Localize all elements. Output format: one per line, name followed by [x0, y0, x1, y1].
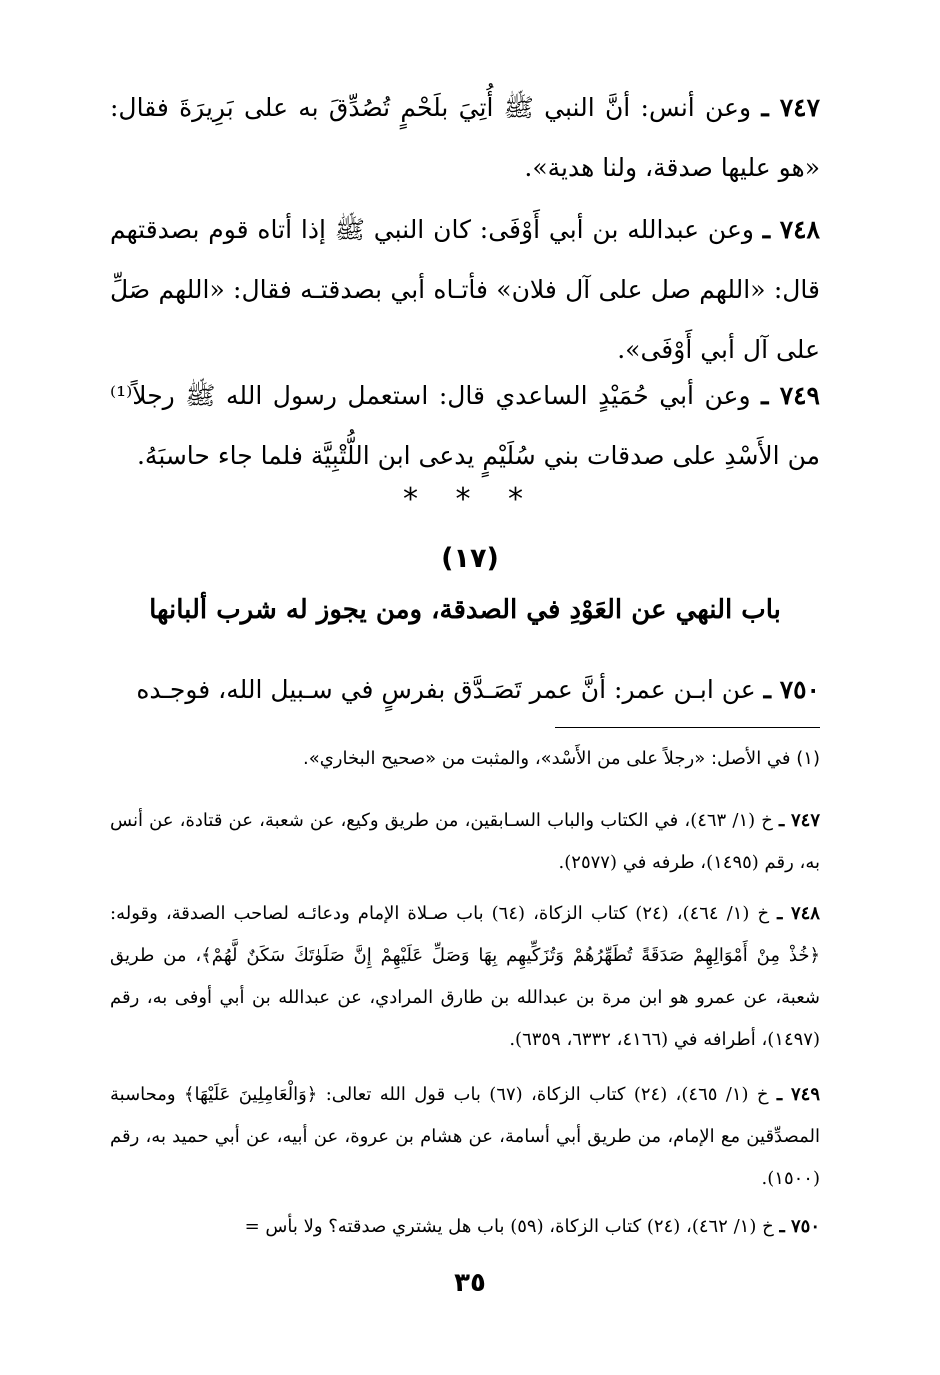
chapter-title: باب النهي عن العَوْدِ في الصدقة، ومن يجوز له شرب ألبانها: [149, 595, 781, 625]
section-separator: * * *: [402, 482, 538, 517]
reference-text: خ (١/ ٤٦٢)، (٢٤) كتاب الزكاة، (٥٩) باب هل يشتري صدقته؟ ولا بأس =: [244, 1216, 774, 1237]
hadith-number: ٧٤٩ ـ: [761, 381, 820, 410]
hadith-text: وعن أنس: أنَّ النبي ﷺ أُتِيَ بلَحْمٍ تُصُدِّقَ به على بَرِيرَةَ فقال: «هو عليها صدقة، ولنا هدية».: [110, 93, 820, 182]
reference-750: [110, 1206, 820, 1248]
hadith-748: [110, 200, 820, 380]
footnote: [110, 744, 820, 774]
reference-747: [110, 800, 820, 884]
hadith-text: وعن عبدالله بن أبي أَوْفَى: كان النبي ﷺ إذا أتاه قوم بصدقتهم قال: «اللهم صل على آل فلان» فأتـاه أبي بصدقتـه فقال: «اللهم صَلِّ على آل أبي أَوْفَى».: [110, 215, 820, 364]
reference-number: ٧٤٨ ـ: [777, 903, 820, 924]
page-number: ٣٥: [454, 1268, 486, 1298]
footnote-text: في الأصل: «رجلاً على من الأَسْد»، والمثبت من «صحيح البخاري».: [302, 748, 791, 769]
reference-text: خ (١/ ٤٦٣)، في الكتاب والباب السـابقين، من طريق وكيع، عن شعبة، عن قتادة، عن أنس به، رقم (١٤٩٥)، طرفه في (٢٥٧٧).: [110, 810, 820, 873]
hadith-number: ٧٥٠ ـ: [763, 675, 820, 704]
hadith-750: [110, 660, 820, 720]
hadith-747: [110, 78, 820, 198]
reference-text: خ (١/ ٤٦٤)، (٢٤) كتاب الزكاة، (٦٤) باب صـلاة الإمام ودعائـه لصاحب الصدقة، وقوله: ﴿خُذْ مِنْ أَمْوَالِهِمْ صَدَقَةً تُطَهِّرُهُمْ وَتُزَكِّيهِم بِهَا وَصَلِّ عَلَيْهِمْ إِنَّ صَلَوٰتَكَ سَكَنٌ لَّهُمْ﴾، من طريق شعبة، عن عمرو هو ابن مرة بن عبدالله بن طارق المرادي، عن عبدالله بن أبي أوفى به، رقم (١٤٩٧)، أطرافه في (٤١٦٦، ٦٣٣٢، ٦٣٥٩).: [110, 903, 820, 1050]
hadith-number: ٧٤٧ ـ: [761, 93, 821, 122]
hadith-749: [110, 366, 820, 486]
reference-text: خ (١/ ٤٦٥)، (٢٤) كتاب الزكاة، (٦٧) باب قول الله تعالى: ﴿وَالْعَامِلِينَ عَلَيْهَا﴾ ومحاسبة المصدِّقين مع الإمام، من طريق أبي أسامة، عن هشام بن عروة، عن أبيه، عن أبي حميد به، رقم (١٥٠٠).: [110, 1084, 820, 1189]
reference-number: ٧٤٩ ـ: [776, 1084, 820, 1105]
footnote-divider: [555, 727, 820, 728]
reference-748: [110, 893, 820, 1061]
reference-number: ٧٤٧ ـ: [779, 810, 820, 831]
hadith-text: وعن أبي حُمَيْدٍ الساعدي قال: استعمل رسول الله ﷺ رجلاً⁽¹⁾ من الأَسْدِ على صدقات بني سُلَيْمٍ يدعى ابن اللُّتْبِيَّة فلما جاء حاسبَهُ.: [110, 381, 820, 470]
hadith-number: ٧٤٨ ـ: [762, 215, 820, 244]
reference-number: ٧٥٠ ـ: [779, 1216, 820, 1237]
footnote-marker: (١): [796, 748, 820, 769]
chapter-number: (١٧): [441, 543, 499, 574]
hadith-text: عن ابـن عمر: أنَّ عمر تَصَـدَّق بفرسٍ في سـبيل الله، فوجـده: [136, 675, 756, 704]
reference-749: [110, 1074, 820, 1200]
